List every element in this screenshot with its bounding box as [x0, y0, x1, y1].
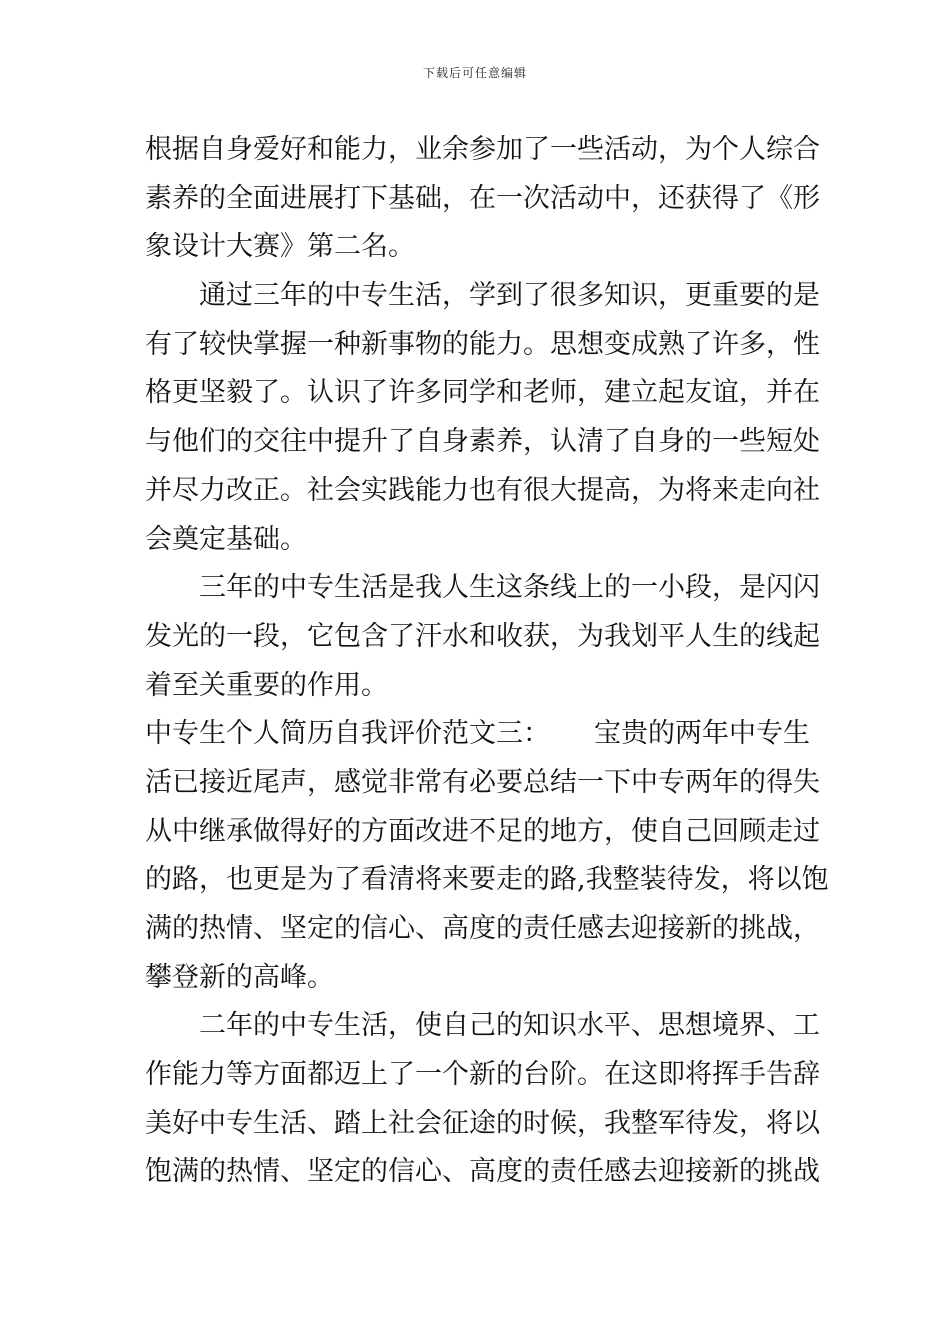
text-line: 根据自身爱好和能力，业余参加了一些活动，为个人综合 — [145, 134, 820, 165]
section-heading-line — [145, 710, 810, 759]
text-line: 与他们的交往中提升了自身素养，认清了自身的一些短处 — [145, 426, 820, 458]
text-line: 会奠定基础。 — [145, 523, 307, 555]
paragraph-4 — [145, 710, 829, 1002]
section-heading-continuation: 宝贵的两年中专生 — [594, 718, 810, 750]
text-line: 并尽力改正。社会实践能力也有很大提高，为将来走向社 — [145, 474, 820, 506]
text-line: 通过三年的中专生活，学到了很多知识，更重要的是 — [145, 280, 820, 312]
text-line: 满的热情、坚定的信心、高度的责任感去迎接新的挑战， — [145, 913, 820, 944]
text-line: 从中继承做得好的方面改进不足的地方，使自己回顾走过 — [145, 815, 820, 847]
text-line: 二年的中专生活，使自己的知识水平、思想境界、工 — [145, 1010, 820, 1042]
page-header: 下载后可任意编辑 — [422, 66, 527, 80]
text-line: 美好中专生活、踏上社会征途的时候，我整军待发，将以 — [145, 1107, 820, 1139]
text-line: 素养的全面进展打下基础，在一次活动中，还获得了《形 — [145, 182, 820, 214]
text-line: 作能力等方面都迈上了一个新的台阶。在这即将挥手告辞 — [145, 1059, 820, 1091]
text-line: 有了较快掌握一种新事物的能力。思想变成熟了许多，性 — [145, 328, 820, 360]
text-line: 的路，也更是为了看清将来要走的路,我整装待发，将以饱 — [145, 864, 829, 896]
paragraph-1 — [145, 126, 820, 272]
text-line: 活已接近尾声，感觉非常有必要总结一下中专两年的得失 — [145, 766, 820, 798]
text-line: 饱满的热情、坚定的信心、高度的责任感去迎接新的挑战 — [145, 1156, 820, 1188]
text-line: 象设计大赛》第二名。 — [145, 231, 415, 263]
document-body — [145, 126, 829, 1197]
paragraph-3 — [145, 564, 820, 710]
section-heading: 中专生个人简历自我评价范文三： — [145, 718, 550, 750]
text-line: 着至关重要的作用。 — [145, 669, 388, 701]
text-line: 攀登新的高峰。 — [145, 961, 334, 993]
paragraph-5 — [145, 1002, 820, 1197]
text-line: 发光的一段，它包含了汗水和收获，为我划平人生的线起 — [145, 620, 820, 652]
text-line: 格更坚毅了。认识了许多同学和老师，建立起友谊，并在 — [145, 377, 820, 409]
paragraph-2 — [145, 272, 820, 564]
text-line: 三年的中专生活是我人生这条线上的一小段，是闪闪 — [145, 572, 820, 604]
